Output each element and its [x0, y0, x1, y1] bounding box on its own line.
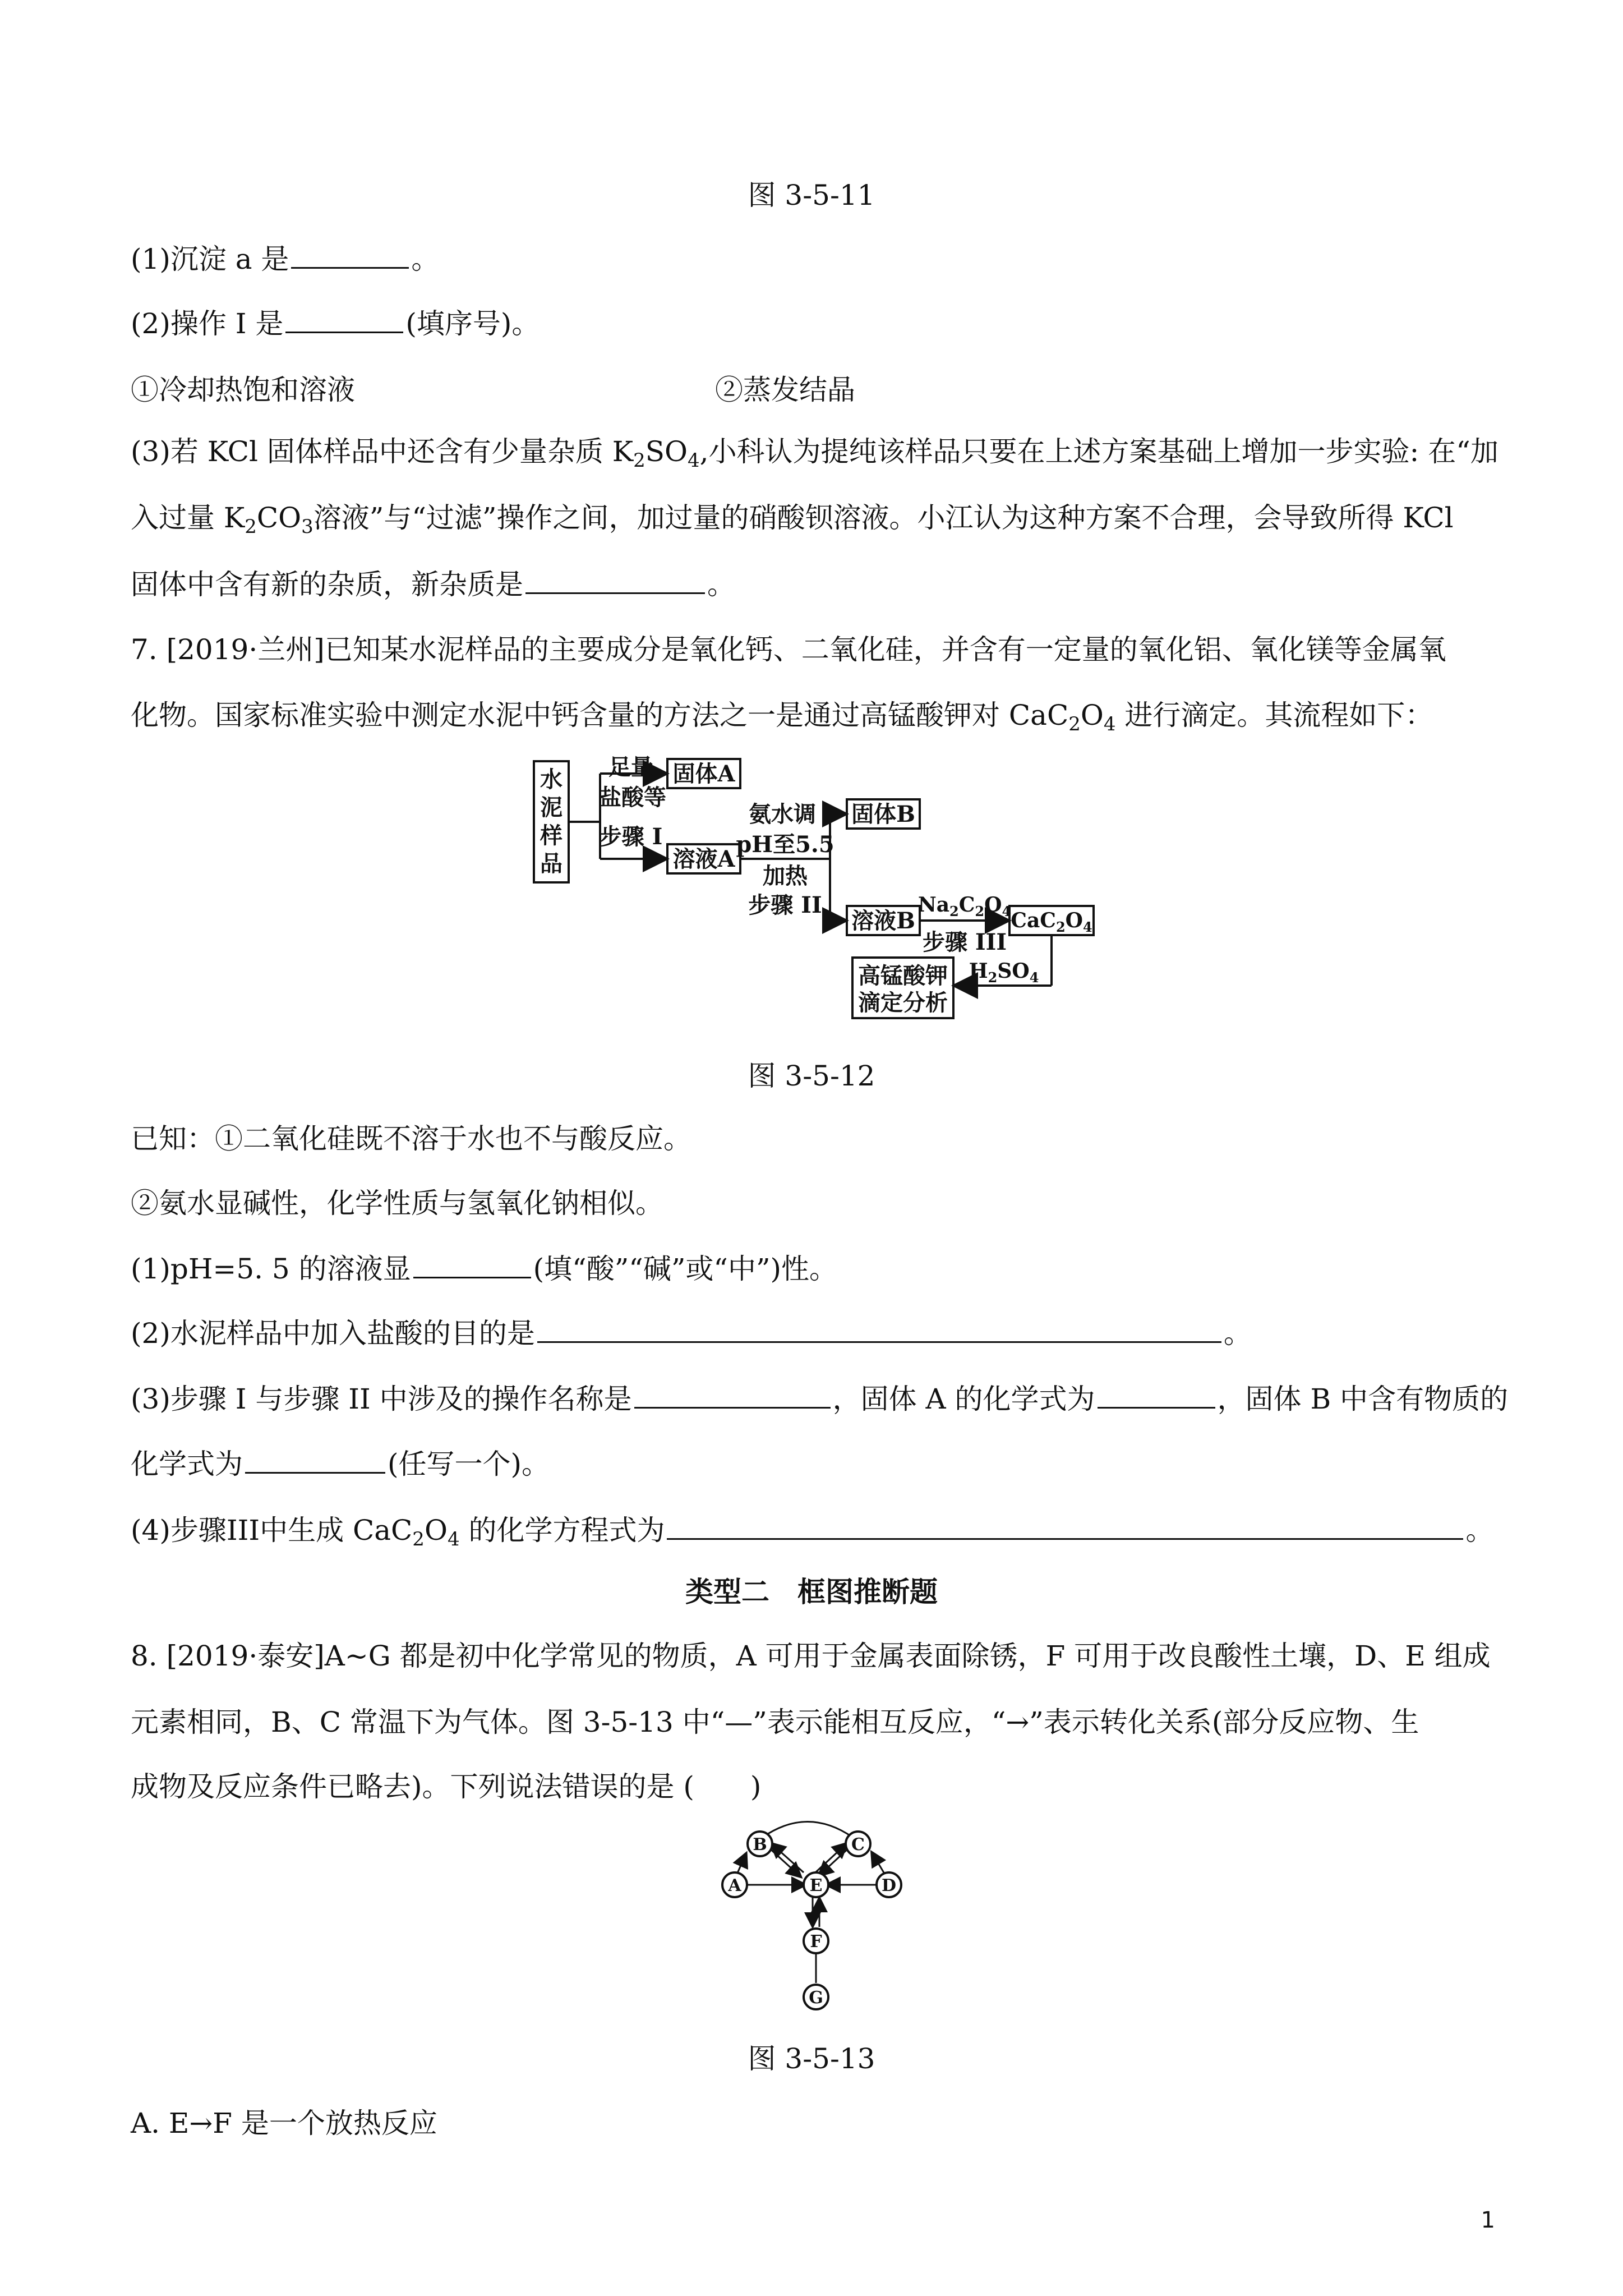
answer-blank[interactable]: [1098, 1381, 1215, 1409]
q8-stem-line1: 8. [2019·泰安]A~G 都是初中化学常见的物质，A 可用于金属表面除锈，F 可用于改良酸性土壤，D、E 组成: [131, 1640, 1491, 1672]
q7-known-2: ②氨水显碱性，化学性质与氢氧化钠相似。: [131, 1187, 663, 1220]
svg-text:步骤 III: 步骤 III: [922, 929, 1007, 955]
figure-caption-3-5-13: 图 3-5-13: [748, 2042, 875, 2075]
q8-stem-line2: 元素相同，B、C 常温下为气体。图 3-5-13 中“—”表示能相互反应，“→”表示转化关系(部分反应物、生: [131, 1706, 1419, 1738]
svg-text:固体B: 固体B: [851, 801, 915, 827]
svg-text:D: D: [881, 1876, 897, 1895]
svg-text:B: B: [753, 1835, 767, 1855]
answer-blank[interactable]: [537, 1315, 1221, 1343]
svg-text:滴定分析: 滴定分析: [858, 990, 948, 1016]
inference-diagram-3-5-13: [709, 1815, 934, 2028]
svg-text:Na2C2O4: $Na_2C_2O_4$: [917, 893, 1012, 919]
svg-text:步骤 II: 步骤 II: [748, 892, 822, 918]
q6-option-1: ①冷却热饱和溶液: [131, 374, 355, 406]
svg-text:高锰酸钾: 高锰酸钾: [858, 963, 948, 989]
svg-text:G: G: [809, 1988, 823, 2008]
svg-text:F: F: [810, 1932, 822, 1952]
q7-stem-line1: 7. [2019·兰州]已知某水泥样品的主要成分是氧化钙、二氧化硅，并含有一定量的氧化铝、氧化镁等金属氧: [131, 633, 1446, 666]
svg-text:pH至5.5: pH至5.5: [736, 831, 834, 858]
svg-text:C: C: [851, 1835, 865, 1855]
q7-sub4: (4)步骤III中生成 $CaC_2O_4$ 的化学方程式为 。: [131, 1512, 1493, 1556]
page-number: 1: [1481, 2207, 1495, 2233]
q6-option-2: ②蒸发结晶: [715, 374, 855, 406]
svg-text:E: E: [809, 1876, 823, 1895]
svg-text:溶液A: 溶液A: [672, 846, 735, 872]
svg-text:CaC2O4: $CaC_2O_4$: [1011, 909, 1092, 935]
q7-sub3-line2: 化学式为 (任写一个)。: [131, 1446, 550, 1481]
svg-text:足量: 足量: [608, 754, 653, 780]
answer-blank[interactable]: [667, 1512, 1463, 1540]
answer-blank[interactable]: [413, 1251, 531, 1278]
q6-part1: (1)沉淀 a 是 。: [131, 241, 439, 276]
q6-part3-line2: 入过量 $K_2CO_3$溶液”与“过滤”操作之间，加过量的硝酸钡溶液。小江认为这种方案不合理，会导致所得 KCl: [131, 501, 1454, 538]
svg-text:步骤 I: 步骤 I: [599, 823, 663, 850]
figure-caption-3-5-12: 图 3-5-12: [748, 1060, 875, 1092]
answer-blank[interactable]: [245, 1446, 385, 1474]
svg-text:泥: 泥: [540, 794, 562, 821]
q7-sub2: (2)水泥样品中加入盐酸的目的是 。: [131, 1315, 1252, 1350]
flowchart-3-5-12: [533, 754, 1110, 1035]
q7-known-1: 已知：①二氧化硅既不溶于水也不与酸反应。: [131, 1122, 691, 1155]
q7-sub1: (1)pH=5. 5 的溶液显 (填“酸”“碱”或“中”)性。: [131, 1251, 837, 1286]
q6-part2: (2)操作 I 是 (填序号)。: [131, 306, 540, 341]
q8-stem-line3: 成物及反应条件已略去)。下列说法错误的是 ( ): [131, 1770, 762, 1803]
q6-part3-line1: (3)若 KCl 固体样品中还含有少量杂质 $K_2SO_4$,小科认为提纯该样品只要在上述方案基础上增加一步实验: 在“加: [131, 435, 1498, 472]
svg-text:样: 样: [540, 822, 562, 849]
svg-text:盐酸等: 盐酸等: [599, 784, 666, 811]
q7-stem-line2: 化物。国家标准实验中测定水泥中钙含量的方法之一是通过高锰酸钾对 $CaC_2O_4$ 进行滴定。其流程如下：: [131, 699, 1433, 735]
answer-blank[interactable]: [525, 567, 705, 594]
svg-text:A: A: [728, 1876, 741, 1895]
section-title: 类型二 框图推断题: [685, 1575, 938, 1608]
answer-blank[interactable]: [291, 241, 409, 269]
figure-caption-3-5-11: 图 3-5-11: [748, 179, 875, 211]
svg-text:品: 品: [540, 850, 562, 877]
svg-text:水: 水: [540, 766, 562, 793]
answer-blank[interactable]: [285, 306, 403, 333]
svg-text:加热: 加热: [763, 863, 808, 889]
svg-text:H2SO4: $H_2SO_4$: [969, 959, 1039, 986]
svg-text:溶液B: 溶液B: [851, 908, 915, 934]
svg-text:氨水调: 氨水调: [749, 801, 816, 827]
answer-blank[interactable]: [634, 1381, 831, 1409]
q8-option-a: A. E→F 是一个放热反应: [131, 2107, 437, 2139]
q6-part3-line3: 固体中含有新的杂质，新杂质是 。: [131, 567, 735, 601]
q7-sub3-line1: (3)步骤 I 与步骤 II 中涉及的操作名称是 ，固体 A 的化学式为 ，固体 B 中含有物质的: [131, 1381, 1508, 1416]
svg-text:固体A: 固体A: [672, 761, 735, 787]
